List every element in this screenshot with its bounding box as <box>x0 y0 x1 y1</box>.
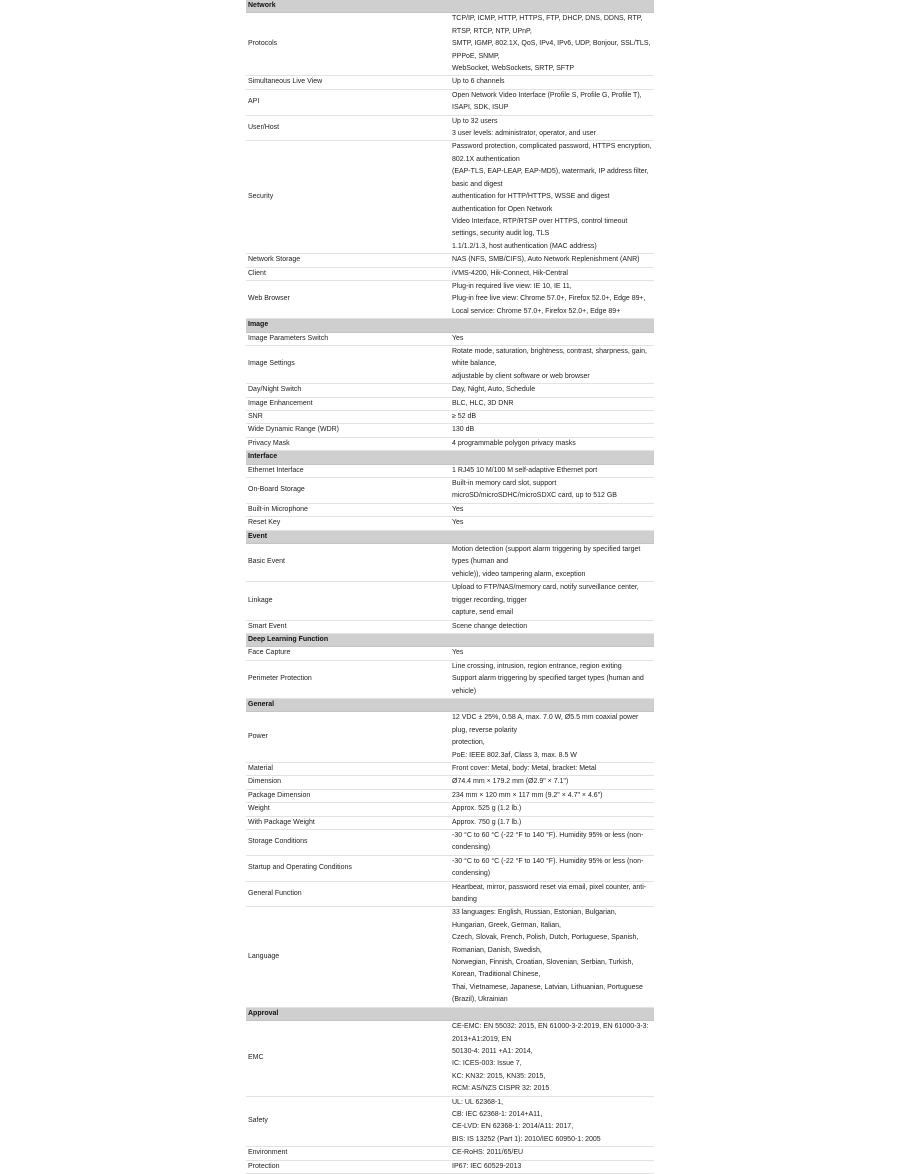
spec-value <box>450 816 654 829</box>
spec-label: Web Browser <box>246 280 450 318</box>
spec-value <box>450 881 654 907</box>
spec-label: Weight <box>246 803 450 816</box>
spec-value-line: Yes <box>452 519 464 527</box>
spec-value-line: Yes <box>452 505 464 513</box>
spec-value-line: 33 languages: English, Russian, Estonian, Bulgarian, Hungarian, Greek, German, Italian, <box>452 909 617 929</box>
spec-label: Client <box>246 267 450 280</box>
spec-row <box>246 1147 654 1160</box>
spec-value <box>450 503 654 516</box>
spec-value-line: ≥ 52 dB <box>452 413 477 420</box>
spec-value-line: Password protection, complicated password, HTTPS encryption, 802.1X authentication <box>452 143 652 163</box>
spec-value-line: vehicle)), video tampering alarm, exception <box>452 570 586 578</box>
spec-value-line: Line crossing, intrusion, region entrance, region exiting <box>452 662 622 670</box>
spec-label: Startup and Operating Conditions <box>246 855 450 881</box>
spec-label: Ethernet Interface <box>246 464 450 477</box>
spec-value-line: Built-in memory card slot, support microSD/microSDHC/microSDXC card, up to 512 GB <box>452 480 617 500</box>
spec-label: General Function <box>246 881 450 907</box>
spec-label: Reset Key <box>246 517 450 530</box>
spec-row <box>246 816 654 829</box>
spec-label: Dimension <box>246 776 450 789</box>
spec-label: Perimeter Protection <box>246 660 450 698</box>
spec-value <box>450 76 654 89</box>
spec-value <box>450 345 654 383</box>
spec-label: Package Dimension <box>246 789 450 802</box>
spec-row <box>246 855 654 881</box>
spec-value <box>450 478 654 504</box>
spec-value-line: CB: IEC 62368-1: 2014+A11, <box>452 1110 543 1118</box>
spec-value-line: Scene change detection <box>452 622 528 630</box>
spec-value-line: Approx. 525 g (1.2 lb.) <box>452 805 522 813</box>
spec-value-line: UL: UL 62368-1, <box>452 1098 504 1106</box>
spec-label: Power <box>246 712 450 763</box>
spec-row <box>246 397 654 410</box>
spec-value-line: Day, Night, Auto, Schedule <box>452 386 536 394</box>
spec-value-line: 130 dB <box>452 426 475 434</box>
spec-row <box>246 647 654 660</box>
spec-value-line: PoE: IEEE 802.3af, Class 3, max. 8.5 W <box>452 751 577 759</box>
spec-value-line: Video Interface, RTP/RTSP over HTTPS, control timeout settings, security audit log, TLS <box>452 217 628 238</box>
spec-value-line: capture, send email <box>452 609 514 617</box>
spec-value-line: adjustable by client software or web browser <box>452 372 590 380</box>
spec-row <box>246 1096 654 1147</box>
section-title: Image <box>246 319 654 332</box>
section-title: Event <box>246 530 654 543</box>
spec-value-line: Up to 32 users <box>452 117 498 125</box>
spec-value <box>450 544 654 582</box>
section-title: Network <box>246 0 654 13</box>
spec-label: Network Storage <box>246 254 450 267</box>
spec-value-line: WebSocket, WebSockets, SRTP, SFTP <box>452 65 575 73</box>
spec-row <box>246 254 654 267</box>
spec-value <box>450 582 654 620</box>
spec-value-line: Up to 6 channels <box>452 78 505 86</box>
spec-value-line: BLC, HLC, 3D DNR <box>452 399 514 407</box>
spec-row <box>246 803 654 816</box>
spec-value-line: 4 programmable polygon privacy masks <box>452 439 576 447</box>
spec-row <box>246 544 654 582</box>
spec-value-line: NAS (NFS, SMB/CIFS), Auto Network Replenishment (ANR) <box>452 256 640 264</box>
spec-value-line: Upload to FTP/NAS/memory card, notify surveillance center, trigger recording, trigger <box>452 584 639 604</box>
spec-label: Security <box>246 141 450 254</box>
spec-value-line: Open Network Video Interface (Profile S, Profile G, Profile T), ISAPI, SDK, ISUP <box>452 91 642 112</box>
spec-value-line: 1.1/1.2/1.3, host authentication (MAC address) <box>452 242 597 250</box>
spec-value <box>450 1021 654 1096</box>
spec-value-line: RCM: AS/NZS CISPR 32: 2015 <box>452 1085 550 1093</box>
spec-value <box>450 424 654 437</box>
spec-row <box>246 582 654 620</box>
spec-value-line: Norwegian, Finnish, Croatian, Slovenian, Serbian, Turkish, Korean, Traditional Chinese, <box>452 959 634 979</box>
spec-value-line: iVMS-4200, Hik-Connect, Hik-Central <box>452 269 568 277</box>
spec-row <box>246 424 654 437</box>
spec-value <box>450 1147 654 1160</box>
spec-value <box>450 141 654 254</box>
spec-value-line: CE-RoHS: 2011/65/EU <box>452 1149 524 1157</box>
spec-row <box>246 907 654 1007</box>
spec-label: Smart Event <box>246 620 450 633</box>
spec-value-line: IC: ICES-003: Issue 7, <box>452 1060 522 1068</box>
spec-value <box>450 384 654 397</box>
spec-value <box>450 830 654 856</box>
spec-value <box>450 254 654 267</box>
spec-row <box>246 1160 654 1173</box>
spec-value-line: Front cover: Metal, body: Metal, bracket: Metal <box>452 764 597 772</box>
spec-value-line: -30 °C to 60 °C (-22 °F to 140 °F). Humidity 95% or less (non-condensing) <box>452 832 644 852</box>
spec-value <box>450 517 654 530</box>
spec-value-line: authentication for HTTP/HTTPS, WSSE and digest authentication for Open Network <box>452 193 610 213</box>
spec-row <box>246 776 654 789</box>
spec-label: Environment <box>246 1147 450 1160</box>
spec-value-line: Yes <box>452 334 464 342</box>
spec-value-line: 12 VDC ± 25%, 0.58 A, max. 7.0 W, Ø5.5 mm coaxial power plug, reverse polarity <box>452 714 639 734</box>
spec-row <box>246 762 654 775</box>
spec-label: Image Enhancement <box>246 397 450 410</box>
spec-value-line: Ø74.4 mm × 179.2 mm (Ø2.9" × 7.1") <box>452 778 569 786</box>
spec-value <box>450 855 654 881</box>
spec-row <box>246 1021 654 1096</box>
spec-row <box>246 712 654 763</box>
spec-value-line: protection, <box>452 739 485 747</box>
spec-label: Linkage <box>246 582 450 620</box>
spec-row <box>246 830 654 856</box>
spec-row <box>246 76 654 89</box>
spec-value <box>450 907 654 1007</box>
spec-value <box>450 411 654 424</box>
spec-table <box>246 0 654 1174</box>
spec-row <box>246 478 654 504</box>
spec-label: API <box>246 89 450 115</box>
spec-row <box>246 115 654 141</box>
spec-row <box>246 89 654 115</box>
spec-row <box>246 503 654 516</box>
spec-row <box>246 620 654 633</box>
spec-row <box>246 141 654 254</box>
spec-value-line: Support alarm triggering by specified target types (human and vehicle) <box>452 675 644 695</box>
spec-label: Day/Night Switch <box>246 384 450 397</box>
section-header <box>246 530 654 543</box>
spec-label: Built-in Microphone <box>246 503 450 516</box>
section-title: Interface <box>246 451 654 464</box>
section-header <box>246 1007 654 1020</box>
spec-value-line: Yes <box>452 649 464 657</box>
section-title: Approval <box>246 1007 654 1020</box>
spec-row <box>246 280 654 318</box>
spec-label: Language <box>246 907 450 1007</box>
section-header <box>246 451 654 464</box>
spec-value <box>450 762 654 775</box>
spec-row <box>246 384 654 397</box>
spec-value-line: IP67: IEC 60529-2013 <box>452 1162 522 1170</box>
spec-value-line: SMTP, IGMP, 802.1X, QoS, IPv4, IPv6, UDP, Bonjour, SSL/TLS, PPPoE, SNMP, <box>452 40 651 60</box>
spec-row <box>246 345 654 383</box>
spec-value <box>450 776 654 789</box>
spec-label: Safety <box>246 1096 450 1147</box>
spec-label: Wide Dynamic Range (WDR) <box>246 424 450 437</box>
spec-value-line: 1 RJ45 10 M/100 M self-adaptive Ethernet port <box>452 466 598 474</box>
spec-value <box>450 332 654 345</box>
spec-value <box>450 437 654 450</box>
section-header <box>246 319 654 332</box>
spec-value-line: 3 user levels: administrator, operator, and user <box>452 130 596 138</box>
spec-label: Face Capture <box>246 647 450 660</box>
spec-value-line: Czech, Slovak, French, Polish, Dutch, Portuguese, Spanish, Romanian, Danish, Swedish, <box>452 934 639 954</box>
spec-value-line: Motion detection (support alarm triggering by specified target types (human and <box>452 546 641 566</box>
spec-value-line: Plug-in required live view: IE 10, IE 11, <box>452 282 572 290</box>
spec-value <box>450 1096 654 1147</box>
spec-value <box>450 267 654 280</box>
section-title: General <box>246 698 654 711</box>
section-title: Deep Learning Function <box>246 633 654 646</box>
spec-label: With Package Weight <box>246 816 450 829</box>
spec-value <box>450 647 654 660</box>
spec-label: SNR <box>246 411 450 424</box>
spec-label: Basic Event <box>246 544 450 582</box>
spec-value <box>450 397 654 410</box>
spec-value <box>450 712 654 763</box>
spec-row <box>246 13 654 76</box>
spec-value-line: TCP/IP, ICMP, HTTP, HTTPS, FTP, DHCP, DNS, DDNS, RTP, RTSP, RTCP, NTP, UPnP, <box>452 15 643 35</box>
spec-row <box>246 660 654 698</box>
spec-value-line: Plug-in free live view: Chrome 57.0+, Firefox 52.0+, Edge 89+, <box>452 295 646 303</box>
spec-value-line: Local service: Chrome 57.0+, Firefox 52.0+, Edge 89+ <box>452 307 621 315</box>
section-header <box>246 633 654 646</box>
spec-label: Protection <box>246 1160 450 1173</box>
spec-label: EMC <box>246 1021 450 1096</box>
spec-label: On-Board Storage <box>246 478 450 504</box>
spec-value-line: Rotate mode, saturation, brightness, contrast, sharpness, gain, white balance, <box>452 347 647 368</box>
spec-value <box>450 280 654 318</box>
spec-value <box>450 803 654 816</box>
spec-value-line: KC: KN32: 2015, KN35: 2015, <box>452 1072 546 1080</box>
section-header <box>246 698 654 711</box>
spec-row <box>246 437 654 450</box>
spec-label: Material <box>246 762 450 775</box>
spec-row <box>246 267 654 280</box>
spec-row <box>246 517 654 530</box>
spec-label: Protocols <box>246 13 450 76</box>
spec-value <box>450 620 654 633</box>
spec-value-line: CE-LVD: EN 62368-1: 2014/A11: 2017, <box>452 1123 574 1131</box>
spec-label: User/Host <box>246 115 450 141</box>
spec-value-line: CE-EMC: EN 55032: 2015, EN 61000-3-2:2019, EN 61000-3-3: 2013+A1:2019, EN <box>452 1023 649 1043</box>
spec-label: Image Settings <box>246 345 450 383</box>
spec-label: Image Parameters Switch <box>246 332 450 345</box>
spec-row <box>246 332 654 345</box>
spec-value-line: (EAP-TLS, EAP-LEAP, EAP-MD5), watermark, IP address filter, basic and digest <box>452 168 649 188</box>
spec-value-line: 234 mm × 120 mm × 117 mm (9.2" × 4.7" × 4.6") <box>452 791 603 799</box>
spec-value <box>450 464 654 477</box>
spec-value-line: BIS: IS 13252 (Part 1): 2010/IEC 60950-1: 2005 <box>452 1135 601 1143</box>
spec-label: Storage Conditions <box>246 830 450 856</box>
spec-value-line: 50130-4: 2011 +A1: 2014, <box>452 1047 533 1055</box>
spec-value-line: Approx. 750 g (1.7 lb.) <box>452 818 522 826</box>
spec-value-line: Heartbeat, mirror, password reset via email, pixel counter, anti-banding <box>452 883 647 904</box>
spec-label: Privacy Mask <box>246 437 450 450</box>
spec-value <box>450 660 654 698</box>
spec-value-line: Thai, Vietnamese, Japanese, Latvian, Lithuanian, Portuguese (Brazil), Ukrainian <box>452 983 643 1004</box>
spec-table-body <box>246 0 654 1173</box>
spec-value-line: -30 °C to 60 °C (-22 °F to 140 °F). Humidity 95% or less (non-condensing) <box>452 857 644 878</box>
section-header <box>246 0 654 13</box>
spec-value <box>450 13 654 76</box>
spec-row <box>246 881 654 907</box>
spec-row <box>246 411 654 424</box>
spec-row <box>246 464 654 477</box>
spec-value <box>450 789 654 802</box>
spec-row <box>246 789 654 802</box>
spec-value <box>450 1160 654 1173</box>
spec-label: Simultaneous Live View <box>246 76 450 89</box>
spec-value <box>450 89 654 115</box>
spec-value <box>450 115 654 141</box>
